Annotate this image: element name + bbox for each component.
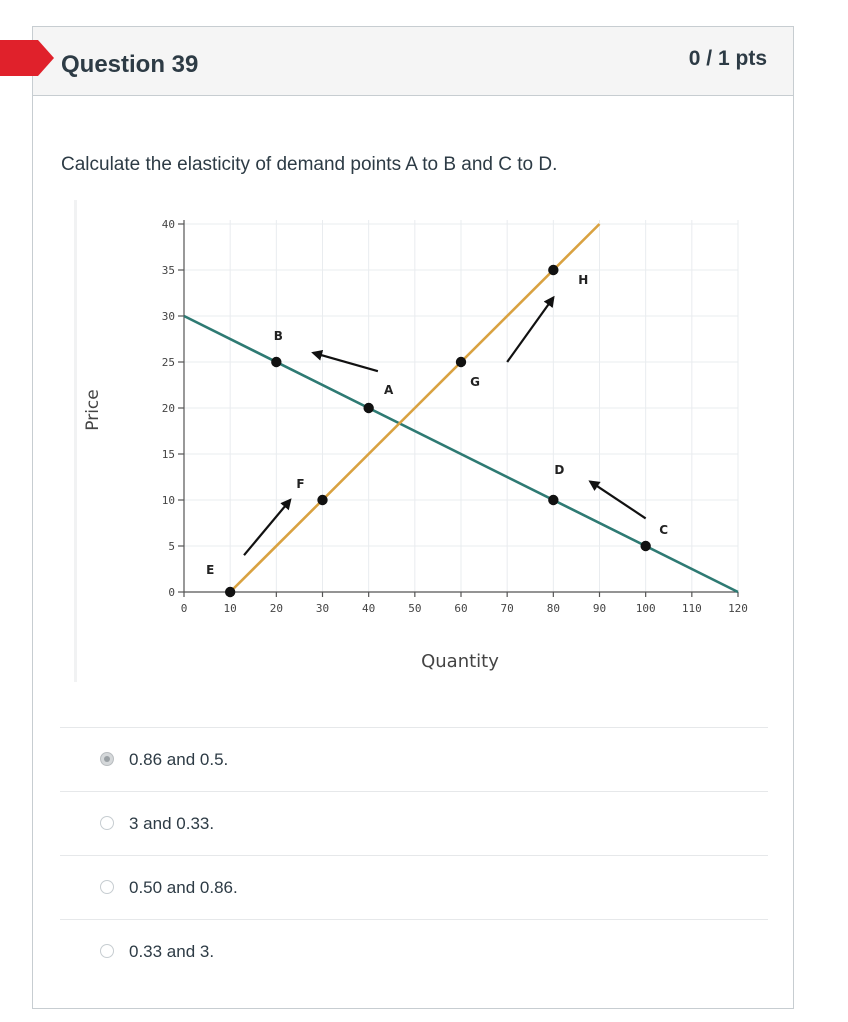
point-label: B <box>273 329 283 343</box>
question-header <box>33 27 793 96</box>
x-tick-label: 80 <box>546 602 560 615</box>
chart-left-edge <box>74 200 77 682</box>
y-tick-label: 5 <box>168 540 175 553</box>
point-label: G <box>470 375 480 389</box>
x-tick-label: 100 <box>635 602 656 615</box>
answer-option[interactable] <box>60 791 768 855</box>
x-tick-label: 70 <box>500 602 514 615</box>
point-label: D <box>554 463 565 477</box>
data-point <box>640 541 650 551</box>
data-point <box>548 265 558 275</box>
data-point <box>363 403 373 413</box>
radio-button[interactable] <box>100 880 114 894</box>
radio-button[interactable] <box>100 752 114 766</box>
answer-label: 0.86 and 0.5. <box>129 750 229 769</box>
question-title: Question 39 <box>61 51 199 78</box>
answer-label: 0.50 and 0.86. <box>129 878 238 897</box>
x-tick-label: 0 <box>180 602 188 615</box>
x-axis-label: Quantity <box>421 651 499 672</box>
x-tick-label: 40 <box>362 602 376 615</box>
x-tick-label: 90 <box>592 602 607 615</box>
incorrect-flag-icon <box>0 40 54 76</box>
point-label: H <box>578 273 589 287</box>
x-tick-label: 10 <box>223 602 237 615</box>
y-tick-label: 25 <box>161 356 175 369</box>
y-tick-label: 40 <box>161 218 175 231</box>
answer-label: 3 and 0.33. <box>129 814 215 833</box>
radio-button[interactable] <box>100 944 114 958</box>
y-tick-label: 10 <box>161 494 175 507</box>
question-points: 0 / 1 pts <box>688 47 767 70</box>
data-point <box>548 495 558 505</box>
x-tick-label: 120 <box>728 602 748 615</box>
point-label: F <box>296 477 305 491</box>
answer-option[interactable] <box>60 919 768 983</box>
x-tick-label: 60 <box>454 602 468 615</box>
point-label: A <box>384 383 394 397</box>
data-point <box>271 357 281 367</box>
radio-button[interactable] <box>100 816 114 830</box>
data-point <box>317 495 327 505</box>
supply-demand-chart <box>74 200 760 682</box>
point-label: C <box>659 523 669 537</box>
question-text: Calculate the elasticity of demand points A to B and C to D. <box>61 154 558 175</box>
y-tick-label: 30 <box>161 310 175 323</box>
x-tick-label: 30 <box>315 602 330 615</box>
y-tick-label: 15 <box>161 448 175 461</box>
y-tick-label: 20 <box>161 402 175 415</box>
x-tick-label: 50 <box>408 602 422 615</box>
answer-label: 0.33 and 3. <box>129 942 215 961</box>
y-tick-label: 0 <box>168 586 175 599</box>
data-point <box>225 587 235 597</box>
point-label: E <box>206 563 215 577</box>
answer-option[interactable] <box>60 727 768 791</box>
answer-list <box>60 727 768 983</box>
y-axis-label: Price <box>83 389 103 431</box>
y-tick-label: 35 <box>161 264 175 277</box>
answer-option[interactable] <box>60 855 768 919</box>
x-tick-label: 110 <box>681 602 702 615</box>
x-tick-label: 20 <box>269 602 283 615</box>
data-point <box>456 357 466 367</box>
